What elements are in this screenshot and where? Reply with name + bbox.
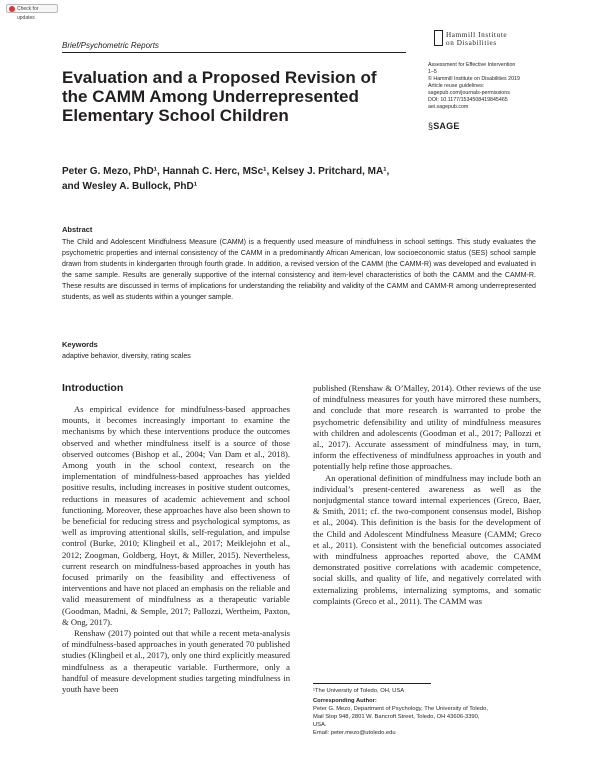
body-column-left — [62, 404, 290, 695]
check-for-updates-button[interactable] — [6, 4, 58, 21]
keywords-heading: Keywords — [62, 340, 98, 349]
doi[interactable]: DOI: 10.1177/1534508419845465 — [428, 97, 508, 103]
article-type: Brief/Psychometric Reports — [62, 41, 159, 50]
authors-line-1: Peter G. Mezo, PhD¹, Hannah C. Herc, MSc¹, Kelsey J. Pritchard, MA¹, — [62, 166, 390, 177]
sage-mark-icon: § — [428, 121, 434, 131]
page-range: 1–5 — [428, 69, 437, 75]
journal-website[interactable]: aei.sagepub.com — [428, 104, 469, 110]
affiliation: ¹The University of Toledo, OH, USA — [313, 688, 405, 694]
sage-logo-text: SAGE — [433, 121, 460, 131]
body-paragraph: As empirical evidence for mindfulness-based approaches mounts, it becomes increasingly important to examine the mechanisms by which these interventions produce the outcomes observed and whether mindfulness itself is a source of those observed outcomes (Bishop et al., 2004; Van Dam et al., 2018). Among youth in the school context, research on the implementation of mindfulness-based approaches has yielded positive results, including increases in positive student outcomes, reductions in measures of academic achievement and school functioning. Moreover, these approaches have also been shown to be beneficial for reducing stress and psychological symptoms, as well as improving attentional skills, self-regulation, and impulse control (Burke, 2010; Klingbeil et al., 2017; Meiklejohn et al., 2012; Zoogman, Goldberg, Hoyt, & Miller, 2015). Nevertheless, current research on mindfulness-based approaches in youth has focused primarily on the feasibility and effectiveness of interventions and have not placed an emphasis on the reliable and valid measurement of mindfulness as a therapeutic variable (Goodman, Madni, & Semple, 2017; Pallozzi, Wertheim, Paxton, & Ong, 2017). — [62, 404, 290, 627]
permissions-link[interactable]: sagepub.com/journals-permissions — [428, 90, 510, 96]
footnote-divider — [313, 683, 431, 684]
body-paragraph: Renshaw (2017) pointed out that while a recent meta-analysis of mindfulness-based approaches in youth generated 70 published studies (Klingbeil et al., 2017), only one third explicitly measured mindfulness as a therapeutic variable. Furthermore, only a handful of measure development studies targeting mindfulness in youth have been — [62, 628, 290, 695]
reuse-guidelines-label: Article reuse guidelines: — [428, 83, 485, 89]
article-title: Evaluation and a Proposed Revision of the CAMM Among Underrepresented Elementary School Children — [62, 68, 377, 125]
publisher-logo — [434, 30, 554, 54]
authors-line-2: and Wesley A. Bullock, PhD¹ — [62, 181, 198, 192]
corresponding-email[interactable]: Email: peter.mezo@utoledo.edu — [313, 730, 396, 737]
corresponding-author-heading: Corresponding Author: — [313, 698, 377, 705]
keywords-text: adaptive behavior, diversity, rating scales — [62, 352, 191, 360]
footnotes — [313, 687, 549, 738]
journal-metadata — [428, 62, 578, 111]
corresponding-address-line: Peter G. Mezo, Department of Psychology, The University of Toledo, — [313, 706, 488, 713]
publisher-name-line2: on Disabilities — [446, 39, 497, 47]
body-paragraph: published (Renshaw & O’Malley, 2014). Other reviews of the use of mindfulness measures for youth have mirrored these numbers, and conclude that more research is warranted to probe the psychometric defensibility and utility of mindfulness measures with children and adolescents (Goodman et al., 2017; Pallozzi et al., 2017). Accurate assessment of mindfulness may, in turn, inform the effectiveness of mindfulness approaches in youth and potentially help refine those approaches. — [313, 383, 541, 472]
publisher-mark-icon — [434, 30, 443, 46]
update-icon — [9, 6, 15, 12]
introduction-heading: Introduction — [62, 382, 124, 394]
body-paragraph: An operational definition of mindfulness may include both an individual’s present-centered awareness as well as the nonjudgmental stance toward internal experiences (Greco, Baer, & Smith, 2011; cf. the two-component consensus model, Bishop et al., 2004). This definition is the basis for the development of the Child and Adolescent Mindfulness Measure (CAMM; Greco et al., 2011). Consistent with the beneficial outcomes associated with mindfulness approaches reported above, the CAMM demonstrated positive correlations with academic competence, social skills, and quality of life, and negatively correlated with externalizing problems, internalizing symptoms, and somatic complaints (Greco et al., 2011). The CAMM was — [313, 472, 541, 606]
journal-name: Assessment for Effective Intervention — [428, 62, 516, 68]
sage-logo — [428, 121, 460, 131]
corresponding-address-line: Mail Stop 948, 2801 W. Bancroft Street, Toledo, OH 43606-3390, — [313, 714, 480, 721]
abstract-text: The Child and Adolescent Mindfulness Measure (CAMM) is a frequently used measure of mindfulness in school settings. This study evaluates the psychometric properties and internal consistency of the CAMM in a predominantly African American, low socioeconomic status (SES) school sample drawn from students in kindergarten through fourth grade. In addition, a revised version of the CAMM (the CAMM-R) was developed and evaluated in the same sample. Results are generally supportive of the internal consistency and item-level characteristics of both the CAMM and the CAMM-R. These results are discussed in terms of implications for understanding the reliability and validity of the CAMM and CAMM-R among underrepresented students, as well as students within a younger sample. — [62, 238, 536, 301]
header-divider — [62, 52, 406, 53]
check-for-updates-label: Check for updates — [17, 6, 39, 21]
publisher-name-line1: Hammill Institute — [446, 31, 508, 39]
corresponding-address-line: USA. — [313, 722, 327, 729]
author-list — [62, 164, 502, 194]
copyright: © Hammill Institute on Disabilities 2019 — [428, 76, 520, 82]
abstract-heading: Abstract — [62, 225, 93, 234]
body-column-right — [313, 383, 541, 607]
